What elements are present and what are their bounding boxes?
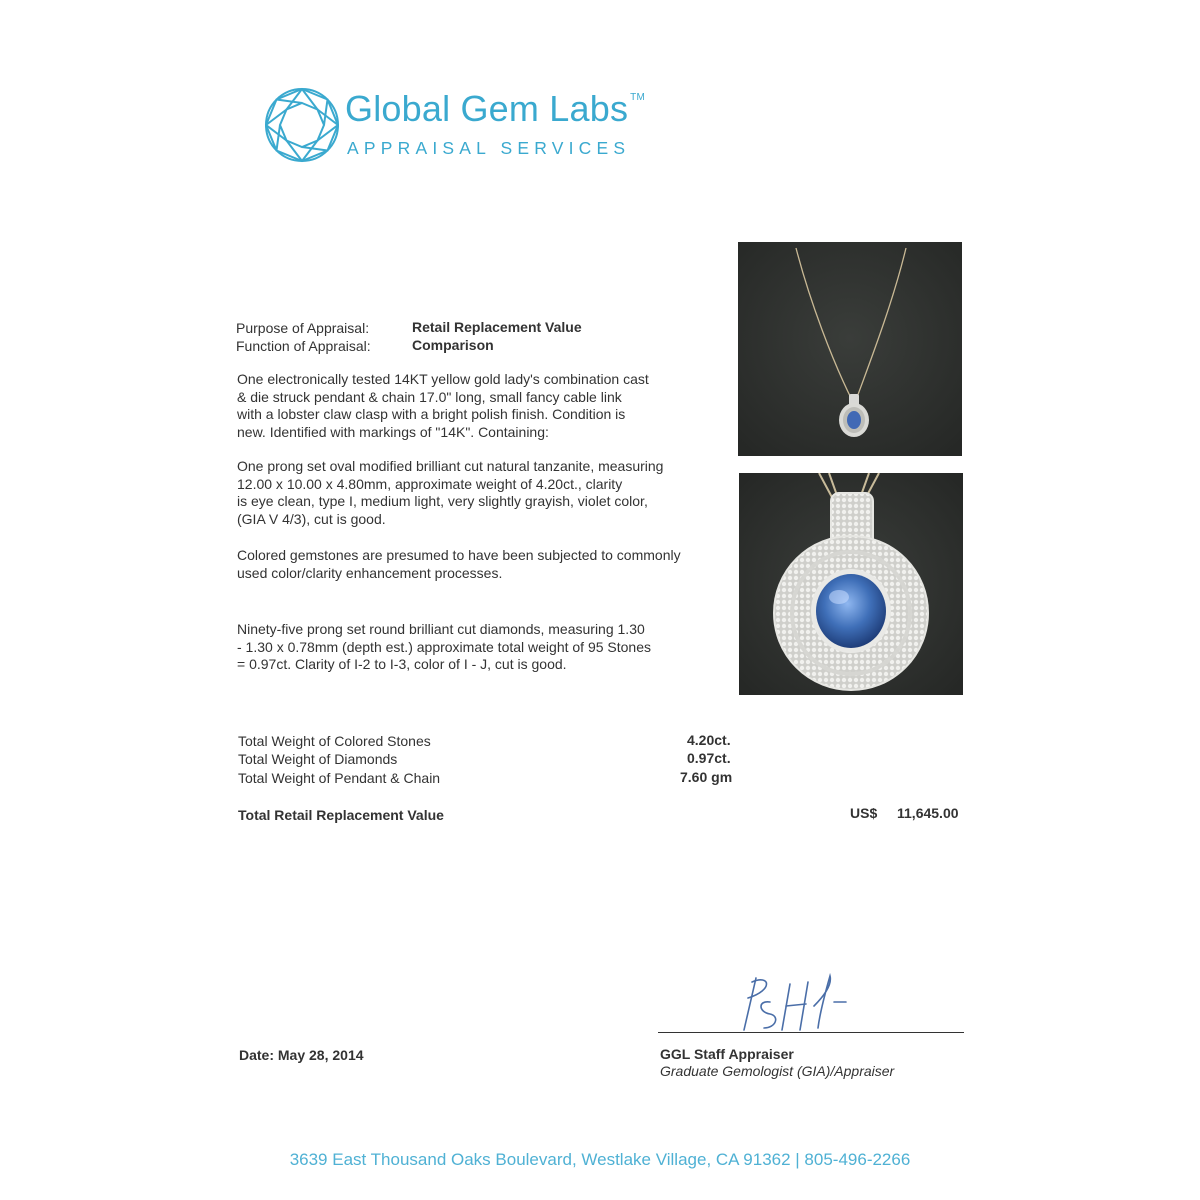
necklace-image [738, 242, 962, 456]
retail-value-amount: 11,645.00 [897, 805, 959, 821]
enhancement-paragraph [237, 547, 732, 582]
colored-stones-weight-label: Total Weight of Colored Stones [238, 733, 431, 749]
footer-address: 3639 East Thousand Oaks Boulevard, Westlake Village, CA 91362 | 805-496-2266 [289, 1150, 911, 1169]
diamonds-weight-value: 0.97ct. [687, 750, 731, 766]
tanzanite-paragraph [237, 458, 732, 528]
diamonds-paragraph [237, 621, 732, 674]
colored-stones-weight-value: 4.20ct. [687, 732, 731, 748]
description-line: & die struck pendant & chain 17.0" long, small fancy cable link [237, 388, 622, 405]
logo-subtitle: APPRAISAL SERVICES [347, 138, 631, 158]
tanzanite-line: is eye clean, type I, medium light, very slightly grayish, violet color, [237, 493, 648, 509]
pendant-weight-value: 7.60 gm [680, 769, 733, 785]
description-line: new. Identified with markings of "14K". Containing: [237, 423, 549, 440]
description-line: with a lobster claw clasp with a bright polish finish. Condition is [237, 406, 626, 422]
purpose-value: Retail Replacement Value [412, 319, 582, 335]
function-value: Comparison [412, 337, 494, 353]
retail-currency: US$ [850, 805, 878, 821]
diamonds-line: Ninety-five prong set round brilliant cut diamonds, measuring 1.30 [237, 621, 645, 637]
logo-mark [263, 86, 341, 164]
purpose-label: Purpose of Appraisal: [236, 320, 370, 336]
trademark: TM [630, 92, 645, 103]
appraisal-date: Date: May 28, 2014 [239, 1047, 364, 1063]
appraiser-title: Graduate Gemologist (GIA)/Appraiser [660, 1063, 895, 1079]
pendant-closeup-photo [739, 473, 963, 695]
function-label: Function of Appraisal: [236, 338, 371, 354]
diamonds-line: - 1.30 x 0.78mm (depth est.) approximate total weight of 95 Stones [237, 638, 651, 655]
signature-line [658, 1032, 964, 1033]
description-paragraph [237, 371, 732, 441]
tanzanite-line: 12.00 x 10.00 x 4.80mm, approximate weight of 4.20ct., clarity [237, 475, 623, 492]
pendant-image [739, 473, 963, 695]
enhancement-line: used color/clarity enhancement processes. [237, 564, 503, 581]
diamonds-line: = 0.97ct. Clarity of I-2 to I-3, color of I - J, cut is good. [237, 656, 567, 672]
signature [730, 972, 850, 1034]
pendant-weight-label: Total Weight of Pendant & Chain [238, 770, 441, 786]
tanzanite-line: (GIA V 4/3), cut is good. [237, 510, 386, 527]
description-line: One electronically tested 14KT yellow gold lady's combination cast [237, 371, 649, 387]
gem-logo-icon [263, 86, 341, 164]
tanzanite-line: One prong set oval modified brilliant cut natural tanzanite, measuring [237, 458, 664, 474]
necklace-photo [738, 242, 962, 456]
retail-value-label: Total Retail Replacement Value [238, 807, 444, 823]
appraiser-name: GGL Staff Appraiser [660, 1046, 794, 1062]
logo-title: Global Gem Labs ™ [345, 88, 645, 129]
diamonds-weight-label: Total Weight of Diamonds [238, 751, 398, 767]
enhancement-line: Colored gemstones are presumed to have been subjected to commonly [237, 547, 681, 563]
signature-scribble [730, 972, 850, 1034]
